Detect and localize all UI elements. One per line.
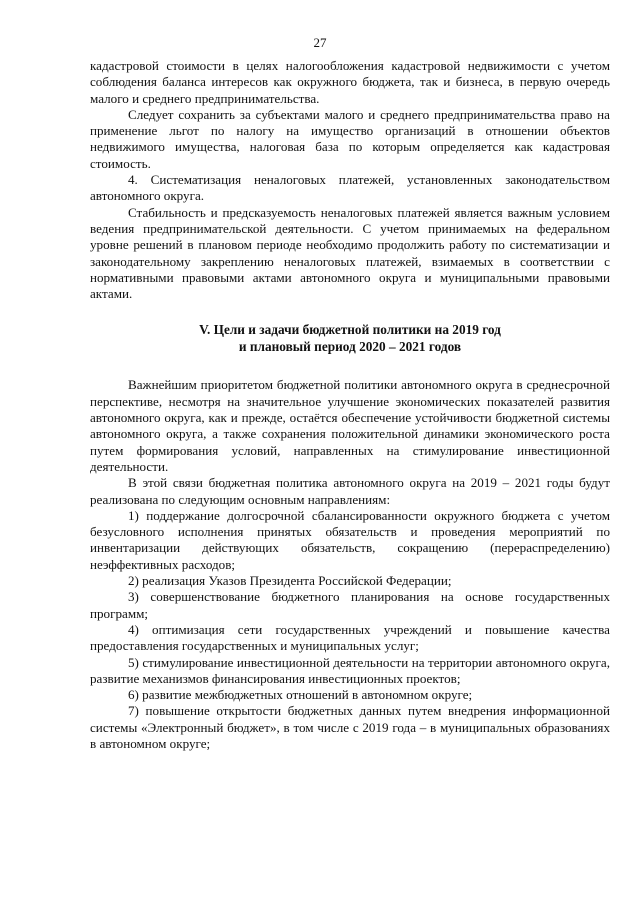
page-number: 27 (313, 35, 327, 50)
paragraph-cadastral-continuation: кадастровой стоимости в целях налогообложения кадастровой недвижимости с учетом соблюдения баланса интересов как окружного бюджета, так и бизнеса, в первую очередь малого и среднего предпринимательства. (90, 58, 610, 106)
section-heading-line-2: и плановый период 2020 – 2021 годов (238, 338, 462, 354)
direction-item-4: 4) оптимизация сети государственных учреждений и повышение качества предоставления государственных и муниципальных услуг; (90, 621, 610, 654)
direction-item-5: 5) стимулирование инвестиционной деятельности на территории автономного округа, развитие механизмов финансирования инвестиционных проектов; (90, 654, 610, 686)
section-heading-line-1: V. Цели и задачи бюджетной политики на 2019 год (199, 322, 501, 338)
paragraph-item-4: 4. Систематизация неналоговых платежей, установленных законодательством автономного округа. (90, 172, 610, 204)
paragraph-tax-benefits: Следует сохранить за субъектами малого и среднего предпринимательства право на применение льгот по налогу на имущество организаций в отношении объектов недвижимого имущества, налоговая база по которым определяется как кадастровая стоимость. (90, 106, 610, 171)
direction-item-3: 3) совершенствование бюджетного планирования на основе государственных программ; (90, 589, 610, 621)
page-content (90, 58, 610, 752)
direction-item-6: 6) развитие межбюджетных отношений в автономном округе; (128, 687, 473, 703)
direction-item-1: 1) поддержание долгосрочной сбалансированности окружного бюджета с учетом безусловного исполнения принятых обязательств и проведения мероприятий по инвентаризации действующих обязательств, сокращению (перераспределению) неэффективных расходов; (90, 507, 610, 572)
direction-item-7: 7) повышение открытости бюджетных данных путем внедрения информационной системы «Электронный бюджет», в том числе с 2019 года – в муниципальных образованиях в автономном округе; (90, 703, 610, 751)
paragraph-directions-intro: В этой связи бюджетная политика автономного округа на 2019 – 2021 годы будут реализована по следующим основным направлениям: (90, 475, 610, 507)
paragraph-priority: Важнейшим приоритетом бюджетной политики автономного округа в среднесрочной перспективе, несмотря на значительное улучшение экономических показателей развития автономного округа, как и прежде, остаётся обеспечение устойчивости бюджетной системы автономного округа, а также сохранения положительной динамики экономического роста путем формирования условий, направленных на стимулирование инвестиционной деятельности. (90, 377, 610, 474)
section-heading (90, 322, 610, 355)
paragraph-non-tax-payments: Стабильность и предсказуемость неналоговых платежей является важным условием ведения предпринимательской деятельности. С учетом принимаемых на федеральном уровне решений в плановом периоде необходимо продолжить работу по систематизации и законодательному закреплению неналоговых платежей, взимаемых в соответствии с нормативными правовыми актами автономного округа и муниципальными правовыми актами. (90, 204, 610, 302)
direction-item-2: 2) реализация Указов Президента Российской Федерации; (128, 573, 452, 589)
